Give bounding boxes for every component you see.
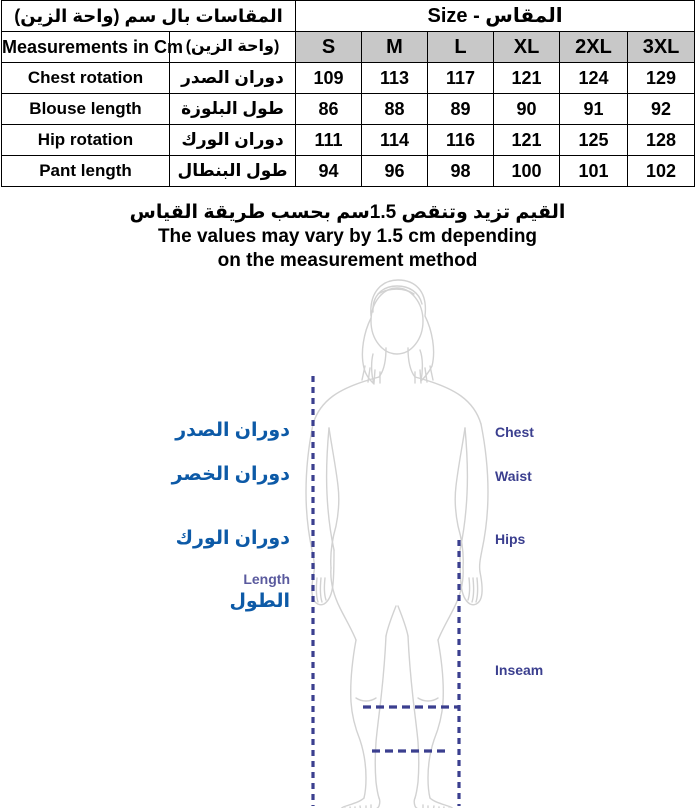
cell-chest-l: 117	[428, 63, 494, 94]
cell-hip-3xl: 128	[628, 125, 695, 156]
cell-blouse-xl: 90	[494, 94, 560, 125]
cell-pant-l: 98	[428, 156, 494, 187]
cell-pant-2xl: 101	[560, 156, 628, 187]
note-english-line2: on the measurement method	[217, 249, 478, 271]
size-column-header-xl: XL	[494, 32, 560, 63]
table-row	[2, 156, 695, 187]
size-chart-table	[1, 0, 695, 187]
cell-hip-m: 114	[362, 125, 428, 156]
label-hips-arabic: دوران الورك	[175, 528, 290, 550]
row-label-en-chest-rotation: Chest rotation	[2, 63, 170, 94]
table-row	[2, 125, 695, 156]
cell-chest-2xl: 124	[560, 63, 628, 94]
table-header-row-top	[2, 1, 695, 32]
table-header-row-sizes	[2, 32, 695, 63]
label-waist-arabic: دوران الخصر	[171, 464, 290, 486]
cell-hip-s: 111	[296, 125, 362, 156]
cell-blouse-3xl: 92	[628, 94, 695, 125]
size-column-header-m: M	[362, 32, 428, 63]
label-length-english: Length	[243, 571, 290, 588]
label-hips-english: Hips	[495, 531, 526, 548]
header-size-title: المقاس - Size	[296, 1, 695, 32]
size-column-header-l: L	[428, 32, 494, 63]
header-brand-arabic: (واحة الزين)	[170, 32, 296, 63]
cell-hip-l: 116	[428, 125, 494, 156]
cell-pant-xl: 100	[494, 156, 560, 187]
header-measurements-arabic: المقاسات بال سم (واحة الزين)	[2, 1, 296, 32]
cell-chest-m: 113	[362, 63, 428, 94]
cell-pant-3xl: 102	[628, 156, 695, 187]
row-label-en-blouse-length: Blouse length	[2, 94, 170, 125]
row-label-ar-blouse-length: طول البلوزة	[170, 94, 296, 125]
row-label-ar-pant-length: طول البنطال	[170, 156, 296, 187]
note-english-line1: The values may vary by 1.5 cm depending	[157, 225, 538, 247]
body-measurement-diagram	[0, 278, 695, 808]
cell-chest-xl: 121	[494, 63, 560, 94]
cell-hip-2xl: 125	[560, 125, 628, 156]
cell-hip-xl: 121	[494, 125, 560, 156]
header-measurements-english: Measurements in Cm	[2, 32, 170, 63]
label-chest-arabic: دوران الصدر	[175, 420, 290, 442]
cell-blouse-s: 86	[296, 94, 362, 125]
label-waist-english: Waist	[495, 468, 532, 485]
table-row	[2, 94, 695, 125]
cell-chest-3xl: 129	[628, 63, 695, 94]
label-chest-english: Chest	[495, 424, 534, 441]
label-length-arabic: الطول	[229, 591, 290, 613]
label-inseam-english: Inseam	[495, 662, 544, 679]
silhouette-outline	[306, 280, 488, 808]
row-label-ar-chest-rotation: دوران الصدر	[170, 63, 296, 94]
note-arabic: القيم تزيد وتنقص 1.5سم بحسب طريقة القياس	[129, 202, 566, 223]
row-label-en-hip-rotation: Hip rotation	[2, 125, 170, 156]
table-row	[2, 63, 695, 94]
size-column-header-s: S	[296, 32, 362, 63]
row-label-ar-hip-rotation: دوران الورك	[170, 125, 296, 156]
row-label-en-pant-length: Pant length	[2, 156, 170, 187]
size-column-header-3xl: 3XL	[628, 32, 695, 63]
cell-blouse-m: 88	[362, 94, 428, 125]
cell-pant-s: 94	[296, 156, 362, 187]
cell-chest-s: 109	[296, 63, 362, 94]
female-silhouette-figure	[0, 278, 695, 808]
cell-pant-m: 96	[362, 156, 428, 187]
measurement-note	[0, 201, 695, 272]
size-column-header-2xl: 2XL	[560, 32, 628, 63]
cell-blouse-l: 89	[428, 94, 494, 125]
cell-blouse-2xl: 91	[560, 94, 628, 125]
